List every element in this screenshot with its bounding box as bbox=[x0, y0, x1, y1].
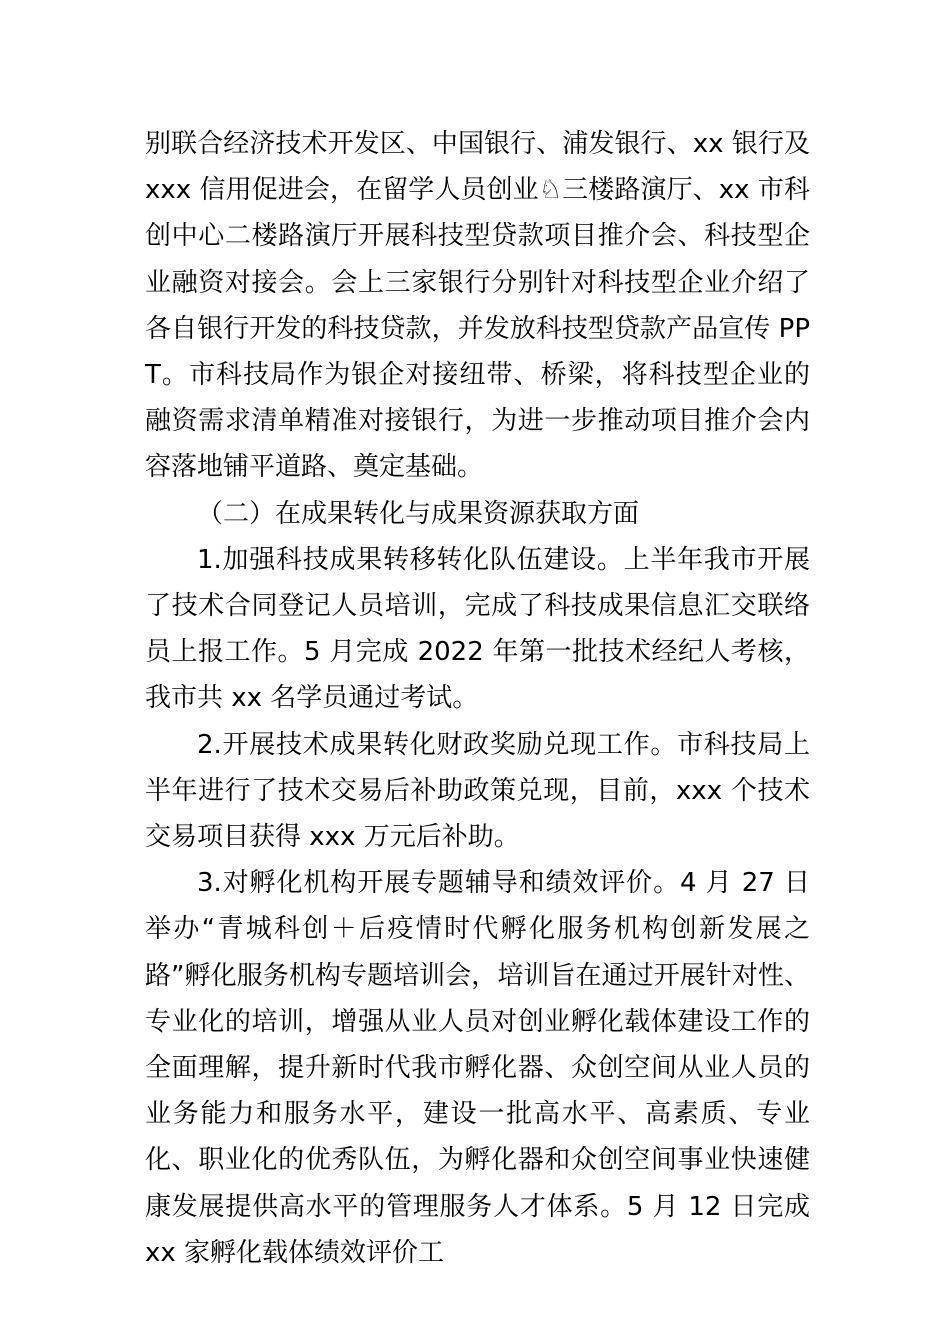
paragraph-item-1: 1.加强科技成果转移转化队伍建设。上半年我市开展了技术合同登记人员培训，完成了科技成果信息汇交联络员上报工作。5 月完成 2022 年第一批技术经纪人考核，我市共 xx 名学员通过考试。 bbox=[145, 544, 810, 714]
paragraph-continuation: 别联合经济技术开发区、中国银行、浦发银行、xx 银行及 xxx 信用促进会，在留学人员创业♘三楼路演厅、xx 市科创中心二楼路演厅开展科技型贷款项目推介会、科技型企业融资对接会。会上三家银行分别针对科技型企业介绍了各自银行开发的科技贷款，并发放科技型贷款产品宣传 PPT。市科技局作为银企对接纽带、桥梁，将科技型企业的融资需求清单精准对接银行，为进一步推动项目推介会内容落地铺平道路、奠定基础。 bbox=[145, 129, 810, 483]
paragraph-item-2: 2.开展技术成果转化财政奖励兑现工作。市科技局上半年进行了技术交易后补助政策兑现，目前，xxx 个技术交易项目获得 xxx 万元后补助。 bbox=[145, 729, 810, 853]
document-body bbox=[145, 121, 810, 1276]
section-heading: （二）在成果转化与成果资源获取方面 bbox=[197, 498, 640, 529]
paragraph-item-3: 3.对孵化机构开展专题辅导和绩效评价。4 月 27 日举办“青城科创＋后疫情时代孵化服务机构创新发展之路”孵化服务机构专题培训会，培训旨在通过开展针对性、专业化的培训，增强从业人员对创业孵化载体建设工作的全面理解，提升新时代我市孵化器、众创空间从业人员的业务能力和服务水平，建设一批高水平、高素质、专业化、职业化的优秀队伍，为孵化器和众创空间事业快速健康发展提供高水平的管理服务人才体系。5 月 12 日完成 xx 家孵化载体绩效评价工 bbox=[145, 868, 810, 1268]
